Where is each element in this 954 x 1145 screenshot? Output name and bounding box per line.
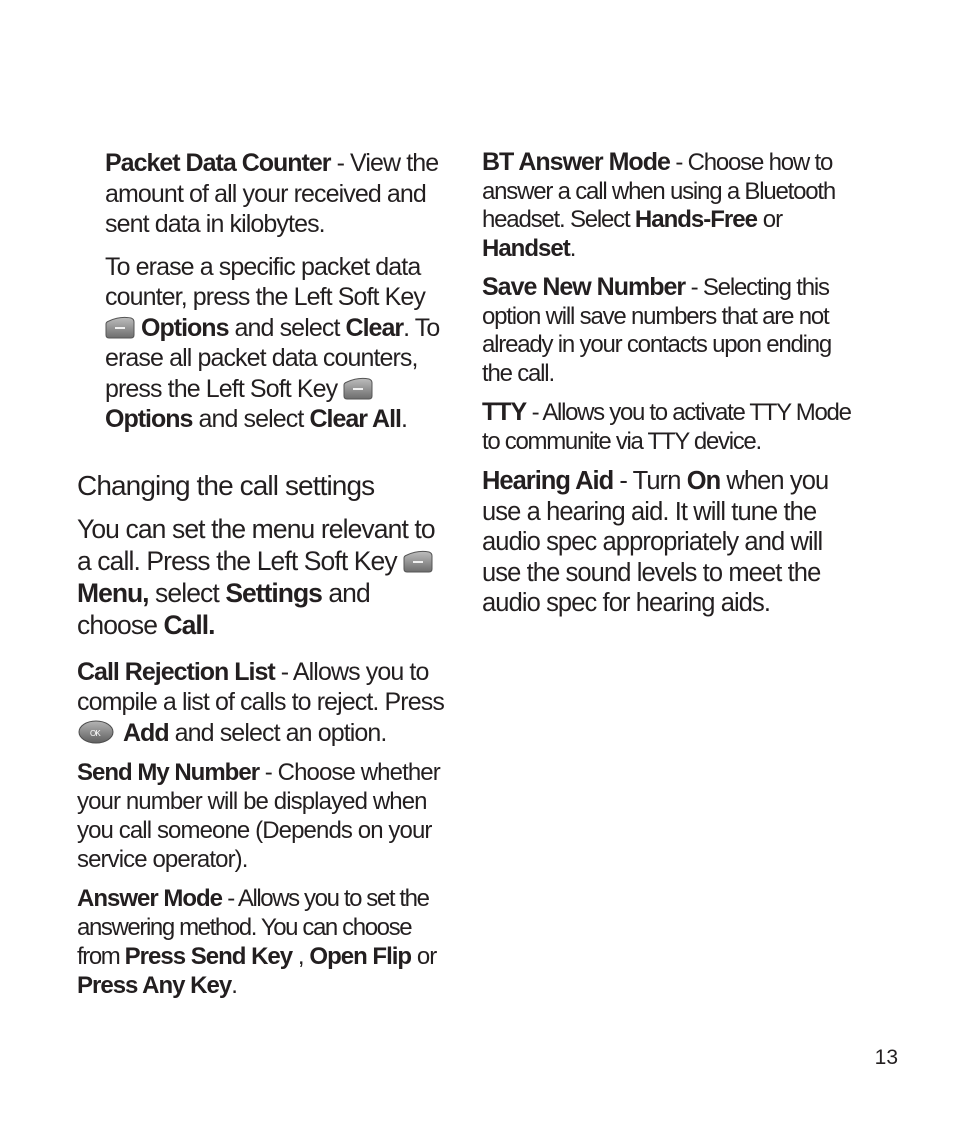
menu-label: Menu, <box>77 577 149 608</box>
call-rejection-item <box>77 657 452 749</box>
save-new-number-desc: - Selecting this option will save numbers that are not already in your contacts upon ending the call. <box>482 274 832 387</box>
send-my-number-item <box>77 758 452 874</box>
tty-item <box>482 398 857 456</box>
call-settings-intro <box>77 513 452 641</box>
answer-mode-item <box>77 884 452 1000</box>
section-heading: Changing the call settings <box>77 469 375 501</box>
save-new-number-title: Save New Number <box>482 273 686 301</box>
call-rejection-desc: - Allows you to compile a list of calls to reject. Press <box>77 657 444 716</box>
bt-or: or <box>756 206 783 233</box>
erase-text-1: To erase a specific packet data counter, press the Left Soft Key <box>105 252 426 311</box>
left-column <box>77 148 452 1000</box>
call-rejection-title: Call Rejection List <box>77 657 275 686</box>
erase-instructions <box>77 252 452 435</box>
erase-text-3: . To erase all packet data counters, press the Left Soft Key <box>105 313 440 403</box>
answer-mode-sep-2: or <box>411 943 437 970</box>
left-soft-key-icon <box>105 315 135 339</box>
answer-mode-title: Answer Mode <box>77 885 223 912</box>
on-label: On <box>686 467 721 495</box>
packet-data-counter-desc: - View the amount of all your received and sent data in kilobytes. <box>105 149 439 238</box>
clear-all-label: Clear All <box>309 405 402 433</box>
press-send-key-label: Press Send Key <box>124 943 293 970</box>
call-label: Call. <box>163 609 215 640</box>
intro-text-2: select <box>148 577 226 608</box>
bt-end: . <box>569 234 576 262</box>
options-label-2: Options <box>105 405 193 433</box>
right-column <box>482 148 857 619</box>
send-my-number-title: Send My Number <box>77 759 260 786</box>
hands-free-label: Hands-Free <box>634 206 757 233</box>
tty-desc: - Allows you to activate TTY Mode to communite via TTY device. <box>482 399 851 455</box>
settings-label: Settings <box>225 577 322 608</box>
bt-answer-mode-desc: - Choose how to answer a call when using a Bluetooth headset. Select <box>482 149 836 233</box>
ok-key-icon <box>77 719 115 745</box>
left-soft-key-icon <box>403 549 433 573</box>
bt-answer-mode-title: BT Answer Mode <box>482 148 670 176</box>
press-any-key-label: Press Any Key <box>77 972 232 999</box>
call-rejection-text-2: and select an option. <box>168 718 387 747</box>
erase-text-4: and select <box>192 405 310 433</box>
hearing-aid-title: Hearing Aid <box>482 467 614 495</box>
answer-mode-desc: - Allows you to set the answering method. You can choose from <box>77 885 429 970</box>
intro-text-3: and choose <box>77 577 370 640</box>
options-label-1: Options <box>141 313 229 342</box>
page-number: 13 <box>874 1046 898 1069</box>
hearing-aid-item <box>482 466 857 619</box>
open-flip-label: Open Flip <box>309 943 412 970</box>
hearing-aid-text-1: - Turn <box>613 467 687 495</box>
send-my-number-desc: - Choose whether your number will be displayed when you call someone (Depends on your service operator). <box>77 759 440 873</box>
svg-text:OK: OK <box>90 728 100 738</box>
erase-text-5: . <box>401 405 408 433</box>
answer-mode-end: . <box>231 972 237 999</box>
intro-text-1: You can set the menu relevant to a call. Press the Left Soft Key <box>77 513 435 576</box>
packet-data-counter-title: Packet Data Counter <box>105 149 331 177</box>
hearing-aid-text-2: when you use a hearing aid. It will tune the audio spec appropriately and will use the sound levels to meet the audio spec for hearing aids. <box>482 467 829 617</box>
erase-text-2: and select <box>228 313 346 342</box>
handset-label: Handset <box>482 234 570 262</box>
tty-title: TTY <box>482 398 527 426</box>
save-new-number-item <box>482 273 857 388</box>
clear-label: Clear <box>345 313 404 342</box>
left-soft-key-icon <box>343 376 373 400</box>
packet-data-counter-item <box>77 148 452 240</box>
answer-mode-sep-1: , <box>292 943 310 970</box>
bt-answer-mode-item <box>482 148 857 263</box>
add-label: Add <box>123 718 169 747</box>
